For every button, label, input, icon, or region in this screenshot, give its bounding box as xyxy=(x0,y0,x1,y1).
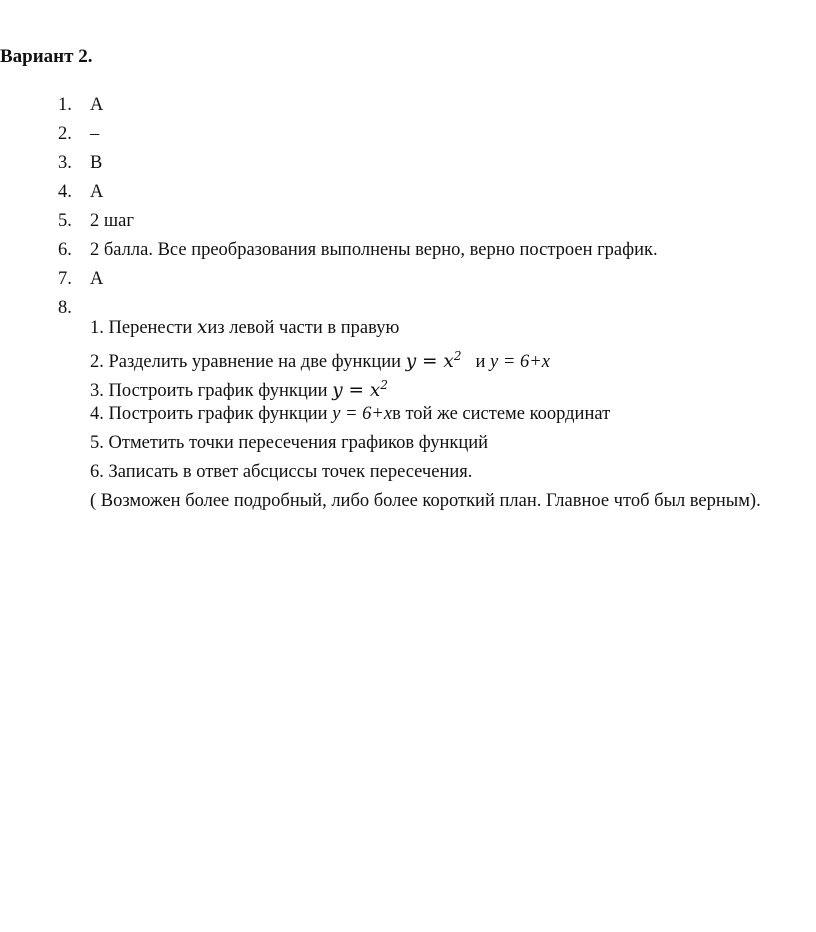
math-formula xyxy=(406,351,462,372)
formula-exponent: 2 xyxy=(380,378,388,392)
page-title: Вариант 2. xyxy=(0,46,93,67)
item-number: 4. xyxy=(58,182,72,202)
step-text: 2. Разделить уравнение на две функции xyxy=(90,352,406,372)
math-formula xyxy=(332,380,388,401)
list-item xyxy=(58,265,658,294)
item-text: А xyxy=(90,95,104,115)
item-text: 2 балла. Все преобразования выполнены верно, верно построен график. xyxy=(90,240,658,260)
step-text: 3. Построить график функции xyxy=(90,381,333,401)
item-number: 8. xyxy=(58,298,72,318)
step-text: в той же системе координат xyxy=(392,404,611,424)
formula-exponent: 2 xyxy=(453,349,462,363)
item-number: 1. xyxy=(58,95,72,115)
math-formula: y = 6+x xyxy=(490,352,550,372)
item-number: 7. xyxy=(58,269,72,289)
item-text: А xyxy=(90,182,104,202)
plan-step-1 xyxy=(90,313,790,342)
formula-base: y = x xyxy=(405,351,454,372)
plan-step-5: 5. Отметить точки пересечения графиков функций xyxy=(90,433,489,453)
item-number: 2. xyxy=(58,124,72,144)
step-text: 1. Перенести xyxy=(90,318,197,338)
item-number: 5. xyxy=(58,211,72,231)
plan-step-3 xyxy=(90,371,790,400)
list-item xyxy=(58,91,658,120)
step-text: 4. Построить график функции xyxy=(90,404,333,424)
formula-base: y = x xyxy=(332,380,381,401)
solution-plan xyxy=(90,313,790,516)
list-item xyxy=(58,149,658,178)
list-item xyxy=(58,178,658,207)
math-variable: x xyxy=(196,317,208,338)
item-number: 3. xyxy=(58,153,72,173)
item-text: А xyxy=(90,269,104,289)
list-item xyxy=(58,120,658,149)
list-item xyxy=(58,236,658,265)
item-number: 6. xyxy=(58,240,72,260)
plan-step-4 xyxy=(90,400,790,429)
plan-note: ( Возможен более подробный, либо более короткий план. Главное чтоб был верным). xyxy=(90,491,761,511)
list-item xyxy=(58,207,658,236)
plan-step-2 xyxy=(90,342,790,371)
plan-step-6: 6. Записать в ответ абсциссы точек пересечения. xyxy=(90,462,473,482)
step-text: из левой части в правую xyxy=(207,318,400,338)
item-text: 2 шаг xyxy=(90,211,134,231)
item-text: В xyxy=(90,153,103,173)
math-formula: y = 6+x xyxy=(332,404,393,424)
answer-list xyxy=(58,91,658,323)
item-text: – xyxy=(90,124,100,144)
step-text: и xyxy=(475,352,491,372)
